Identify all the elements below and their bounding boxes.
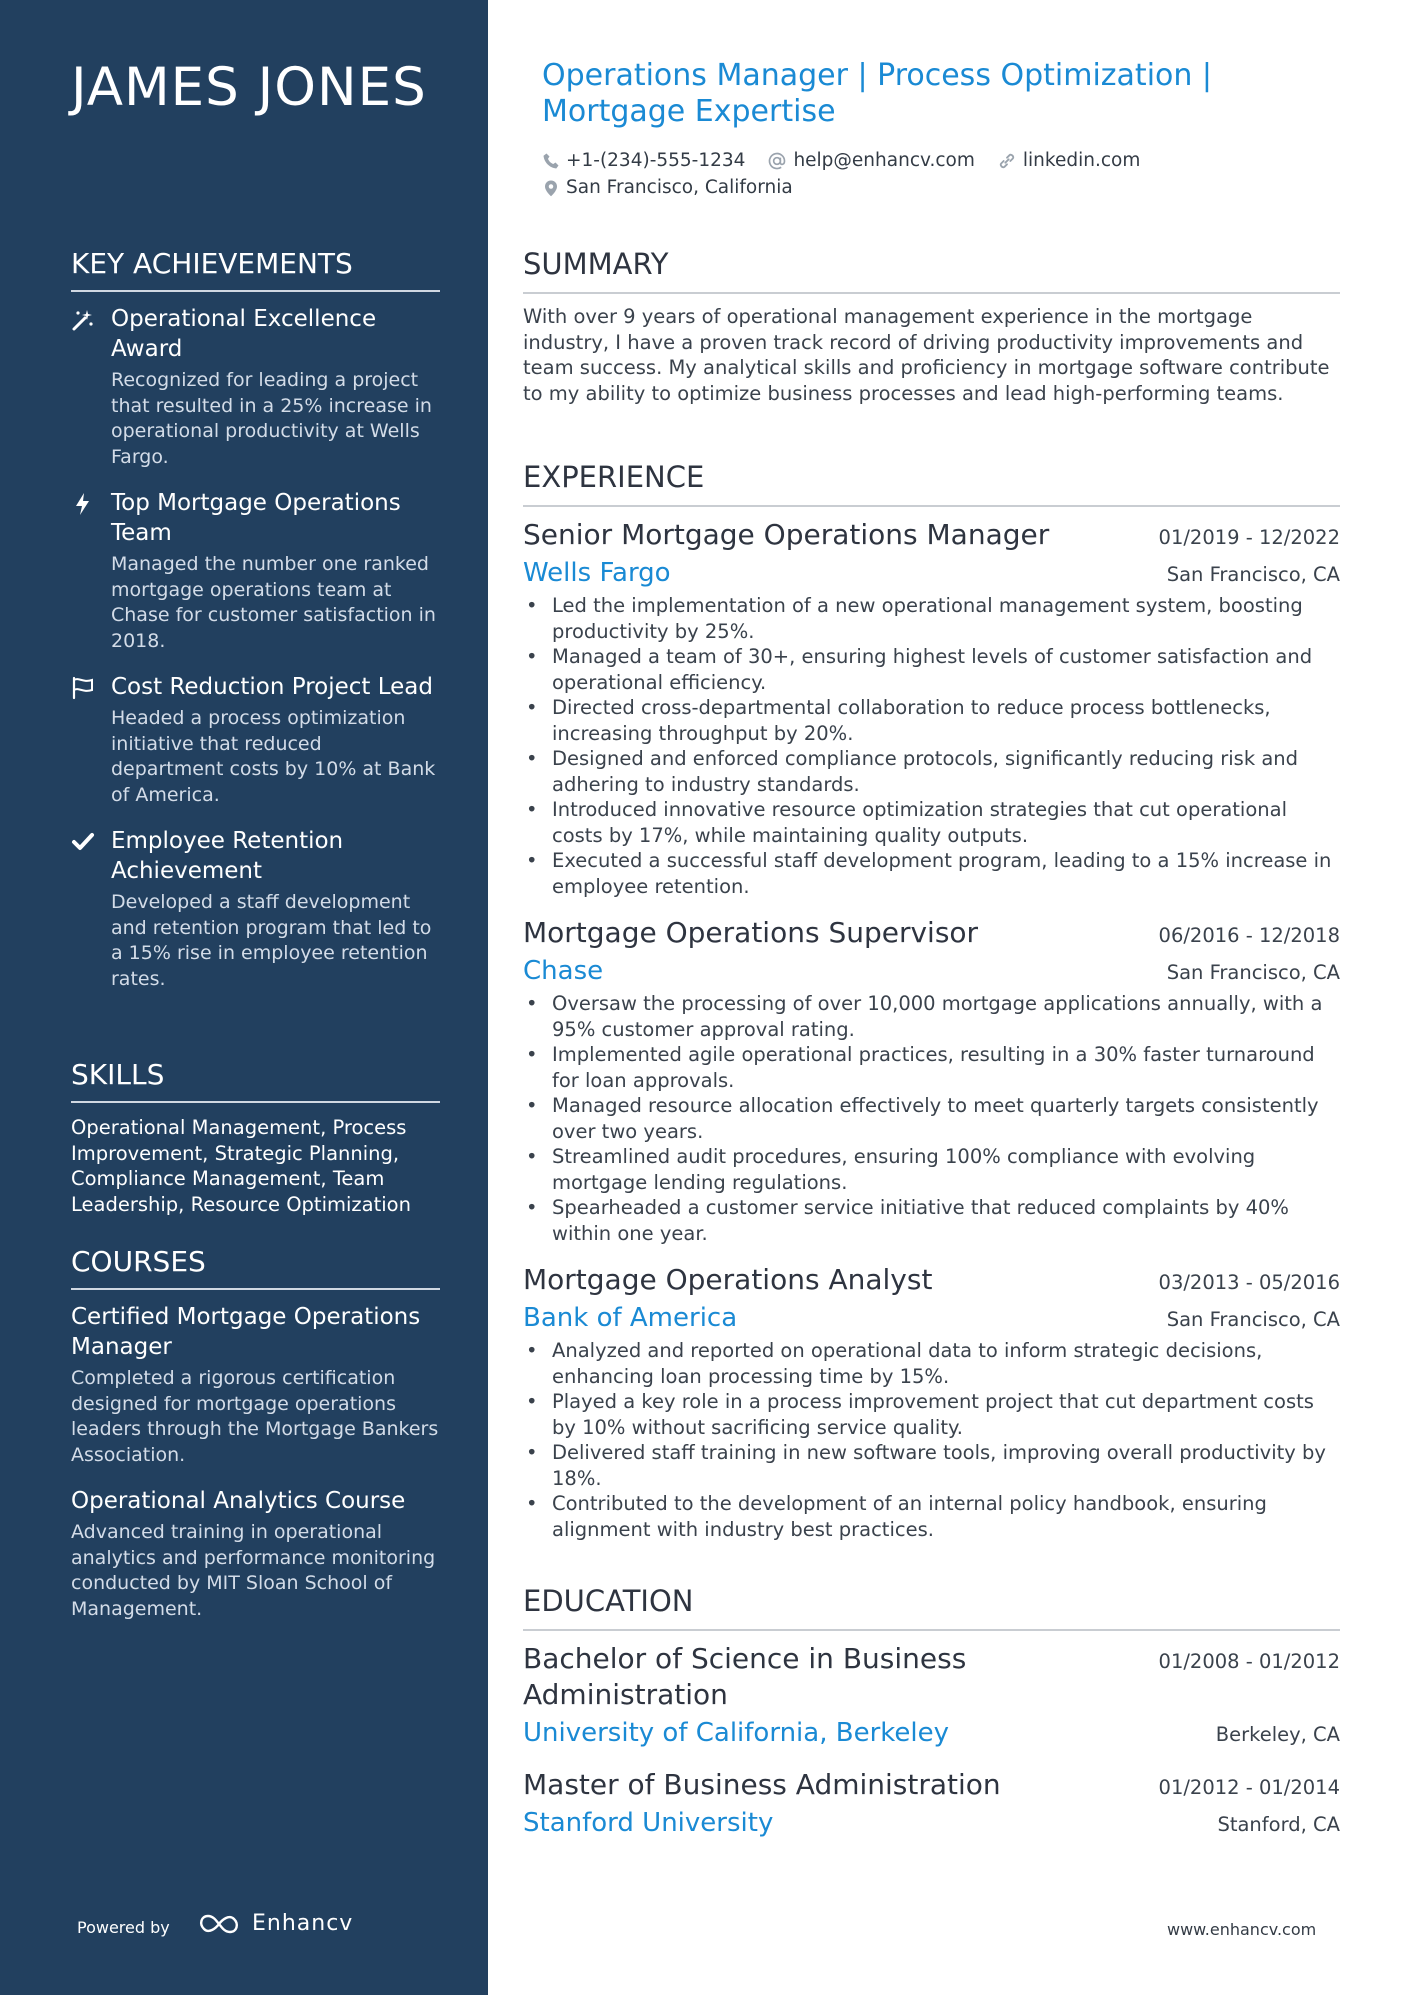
bullet-item: • Streamlined audit procedures, ensuring 100% compliance with evolving mortgage lending regulations. [523, 1144, 1340, 1195]
candidate-name: JAMES JONES [71, 57, 427, 118]
bullet-item: • Directed cross-departmental collaboration to reduce process bottlenecks, increasing throughput by 20%. [523, 695, 1340, 746]
course-title: Operational Analytics Course [71, 1488, 406, 1514]
education-dates: 01/2012 - 01/2014 [1158, 1776, 1340, 1799]
school-name: University of California, Berkeley [523, 1718, 949, 1748]
key-achievements-section [71, 246, 440, 1010]
email-text: help@enhancv.com [793, 150, 975, 171]
contact-row [542, 150, 1162, 171]
bullet-item: • Analyzed and reported on operational data to inform strategic decisions, enhancing loan processing time by 15%. [523, 1338, 1340, 1389]
skills-section [71, 1057, 440, 1217]
school-location: Berkeley, CA [1215, 1723, 1340, 1746]
course-item [71, 1302, 440, 1468]
enhancv-logo-icon [196, 1912, 242, 1936]
company-name: Chase [523, 956, 604, 986]
course-description: Advanced training in operational analytics and performance monitoring conducted by MIT Sloan School of Management. [71, 1521, 436, 1620]
job-bullets [523, 1338, 1340, 1542]
sidebar [0, 0, 488, 1995]
job-dates: 03/2013 - 05/2016 [1158, 1271, 1340, 1294]
experience-section [523, 459, 1340, 1558]
bullet-item: • Introduced innovative resource optimization strategies that cut operational costs by 17%, while maintaining quality outputs. [523, 797, 1340, 848]
bullet-item: • Led the implementation of a new operational management system, boosting productivity by 25%. [523, 593, 1340, 644]
job-entry [523, 915, 1340, 1246]
magic-wand-icon [71, 308, 95, 332]
achievement-description: Developed a staff development and retention program that led to a 15% rise in employee retention rates. [111, 891, 432, 990]
location-text: San Francisco, California [566, 177, 793, 198]
education-section [523, 1583, 1340, 1857]
phone-icon [542, 152, 560, 170]
phone-text: +1-(234)-555-1234 [566, 150, 746, 171]
achievement-item [71, 672, 440, 808]
enhancv-brand[interactable] [196, 1911, 353, 1936]
skills-list: Operational Management, Process Improvement, Strategic Planning, Compliance Management, Team Leadership, Resource Optimization [71, 1116, 411, 1216]
bullet-item: • Played a key role in a process improvement project that cut department costs by 10% without sacrificing service quality. [523, 1389, 1340, 1440]
course-title: Certified Mortgage Operations Manager [71, 1304, 421, 1360]
education-heading: EDUCATION [523, 1583, 1340, 1631]
bullet-item: • Oversaw the processing of over 10,000 mortgage applications annually, with a 95% customer approval rating. [523, 991, 1340, 1042]
achievement-description: Managed the number one ranked mortgage operations team at Chase for customer satisfaction in 2018. [111, 553, 436, 652]
contact-email[interactable] [767, 150, 974, 171]
summary-heading: SUMMARY [523, 246, 1340, 294]
bullet-item: • Managed resource allocation effectively to meet quarterly targets consistently over two years. [523, 1093, 1340, 1144]
main-content [523, 0, 1340, 1995]
job-location: San Francisco, CA [1166, 563, 1340, 586]
degree-title: Master of Business Administration [523, 1768, 1001, 1801]
school-name: Stanford University [523, 1808, 774, 1838]
job-title: Senior Mortgage Operations Manager [523, 518, 1050, 551]
achievement-title: Top Mortgage Operations Team [111, 490, 401, 546]
education-entry [523, 1767, 1340, 1839]
achievement-title: Operational Excellence Award [111, 306, 377, 362]
job-title: Mortgage Operations Analyst [523, 1263, 933, 1296]
achievement-item [71, 826, 440, 992]
bullet-item: • Managed a team of 30+, ensuring highest levels of customer satisfaction and operational efficiency. [523, 644, 1340, 695]
achievement-item [71, 488, 440, 654]
brand-name: Enhancv [252, 1911, 354, 1936]
contact-linkedin[interactable] [997, 150, 1140, 171]
bullet-item: • Implemented agile operational practices, resulting in a 30% faster turnaround for loan approvals. [523, 1042, 1340, 1093]
achievement-item [71, 304, 440, 470]
achievement-title: Cost Reduction Project Lead [111, 674, 433, 700]
job-entry [523, 1262, 1340, 1542]
job-location: San Francisco, CA [1166, 961, 1340, 984]
bullet-item: • Executed a successful staff development program, leading to a 15% increase in employee retention. [523, 848, 1340, 899]
job-dates: 01/2019 - 12/2022 [1158, 526, 1340, 549]
education-entry [523, 1641, 1340, 1749]
bullet-item: • Contributed to the development of an internal policy handbook, ensuring alignment with industry best practices. [523, 1491, 1340, 1542]
company-name: Wells Fargo [523, 558, 671, 588]
at-sign-icon [767, 151, 787, 171]
school-location: Stanford, CA [1217, 1813, 1340, 1836]
company-name: Bank of America [523, 1303, 738, 1333]
bullet-item: • Delivered staff training in new software tools, improving overall productivity by 18%. [523, 1440, 1340, 1491]
summary-section [523, 246, 1340, 406]
location-row [542, 177, 815, 198]
contact-location [542, 177, 793, 198]
link-icon [997, 151, 1017, 171]
course-description: Completed a rigorous certification designed for mortgage operations leaders through the Mortgage Bankers Association. [71, 1367, 439, 1466]
contact-phone[interactable] [542, 150, 745, 171]
bullet-item: • Spearheaded a customer service initiative that reduced complaints by 40% within one year. [523, 1195, 1340, 1246]
achievement-title: Employee Retention Achievement [111, 828, 344, 884]
powered-by-label: Powered by [77, 1918, 170, 1937]
professional-headline: Operations Manager | Process Optimization | Mortgage Expertise [542, 58, 1213, 129]
course-item [71, 1486, 440, 1622]
experience-heading: EXPERIENCE [523, 459, 1340, 507]
job-bullets [523, 991, 1340, 1246]
job-location: San Francisco, CA [1166, 1308, 1340, 1331]
education-dates: 01/2008 - 01/2012 [1158, 1650, 1340, 1673]
courses-section [71, 1244, 440, 1640]
courses-heading: COURSES [71, 1244, 440, 1290]
key-achievements-heading: KEY ACHIEVEMENTS [71, 246, 440, 292]
footer-website-link[interactable]: www.enhancv.com [1167, 1920, 1317, 1939]
job-title: Mortgage Operations Supervisor [523, 916, 979, 949]
summary-text: With over 9 years of operational management experience in the mortgage industry, I have a proven track record of driving productivity improvements and team success. My analytical skills and proficiency in mortgage software contribute to my ability to optimize business processes and lead high-performing teams. [523, 305, 1330, 405]
degree-title: Bachelor of Science in Business Administration [523, 1642, 967, 1711]
job-bullets [523, 593, 1340, 899]
skills-heading: SKILLS [71, 1057, 440, 1103]
bullet-item: • Designed and enforced compliance protocols, significantly reducing risk and adhering to industry standards. [523, 746, 1340, 797]
achievement-description: Headed a process optimization initiative that reduced department costs by 10% at Bank of America. [111, 707, 436, 806]
achievement-description: Recognized for leading a project that resulted in a 25% increase in operational productivity at Wells Fargo. [111, 369, 432, 468]
linkedin-text: linkedin.com [1022, 150, 1141, 171]
checkmark-icon [71, 830, 95, 854]
job-dates: 06/2016 - 12/2018 [1158, 924, 1340, 947]
location-pin-icon [542, 178, 560, 198]
job-entry [523, 517, 1340, 899]
lightning-bolt-icon [71, 492, 95, 516]
flag-icon [71, 676, 95, 700]
